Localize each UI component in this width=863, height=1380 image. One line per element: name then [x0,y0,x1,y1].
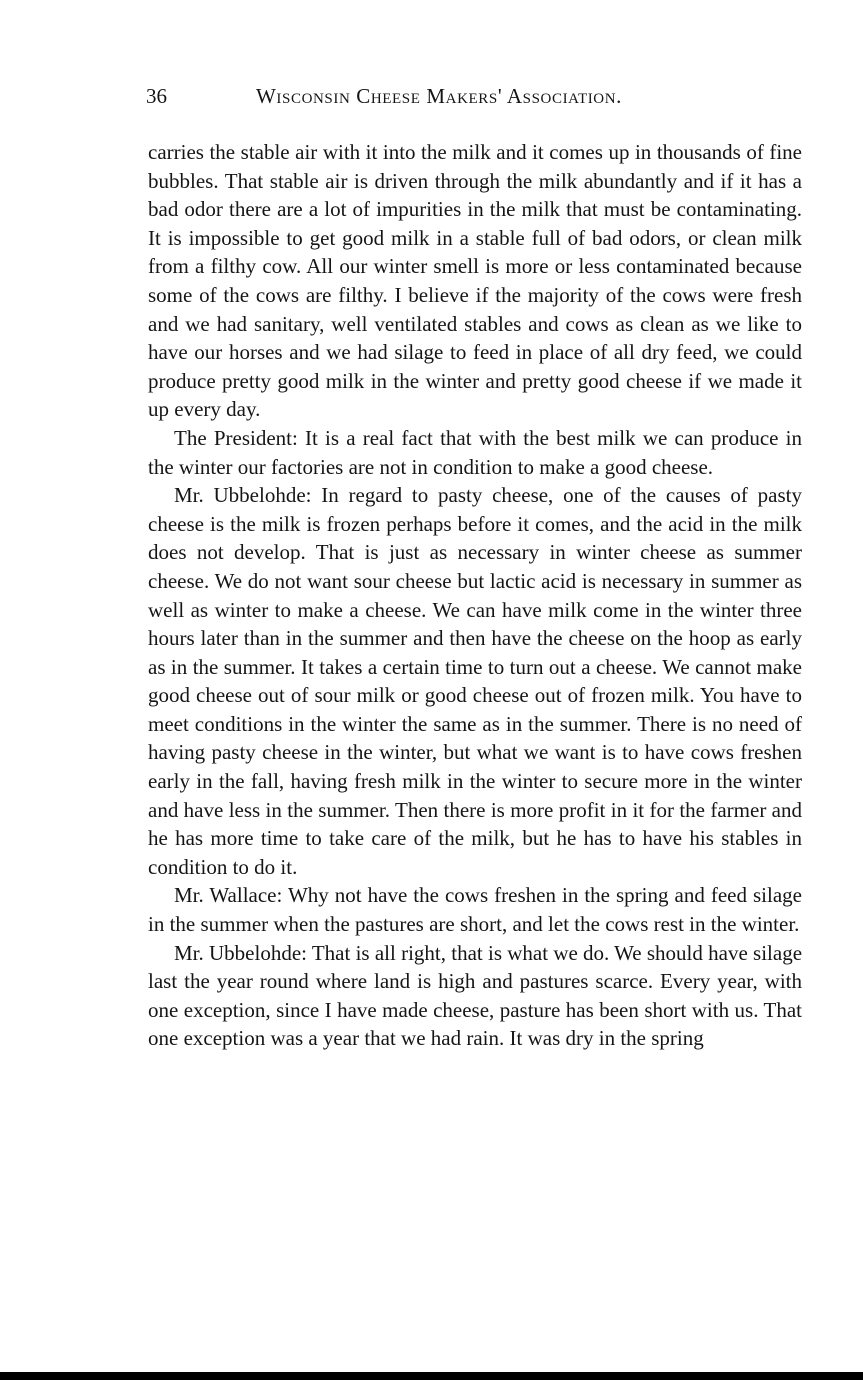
page-header [146,84,806,116]
paragraph: Mr. Ubbelohde: In regard to pasty cheese, one of the causes of pasty cheese is the milk is frozen perhaps before it comes, and the acid in the milk does not develop. That is just as necessary in winter cheese as summer cheese. We do not want sour cheese but lactic acid is necessary in summer as well as winter to make a cheese. We can have milk come in the winter three hours later than in the summer and then have the cheese on the hoop as early as in the summer. It takes a certain time to turn out a cheese. We cannot make good cheese out of sour milk or good cheese out of frozen milk. You have to meet conditions in the winter the same as in the summer. There is no need of having pasty cheese in the winter, but what we want is to have cows freshen early in the fall, having fresh milk in the winter to secure more in the winter and have less in the summer. Then there is more profit in it for the farmer and he has more time to take care of the milk, but he has to have his stables in condition to do it. [148,483,802,879]
paragraph: Mr. Wallace: Why not have the cows freshen in the spring and feed silage in the summer when the pastures are short, and let the cows rest in the winter. [148,883,802,937]
paragraph: carries the stable air with it into the milk and it comes up in thousands of fine bubbles. That stable air is driven through the milk abundantly and if it has a bad odor there are a lot of impurities in the milk that must be contaminating. It is impossible to get good milk in a stable full of bad odors, or clean milk from a filthy cow. All our winter smell is more or less contaminated because some of the cows are filthy. I believe if the majority of the cows were fresh and we had sanitary, well ventilated stables and cows as clean as we like to have our horses and we had silage to feed in place of all dry feed, we could produce pretty good milk in the winter and pretty good cheese if we made it up every day. [148,140,802,422]
page-number: 36 [146,84,167,108]
paragraph: Mr. Ubbelohde: That is all right, that is what we do. We should have silage last the year round where land is high and pastures scarce. Every year, with one exception, since I have made cheese, pasture has been short with us. That one exception was a year that we had rain. It was dry in the spring [148,940,803,1051]
running-title: Wisconsin Cheese Makers' Association. [256,84,623,108]
scan-bottom-edge [0,1372,863,1380]
paragraph: The President: It is a real fact that with the best milk we can produce in the winter our factories are not in condition to make a good cheese. [148,425,802,479]
body-text [148,138,802,1053]
